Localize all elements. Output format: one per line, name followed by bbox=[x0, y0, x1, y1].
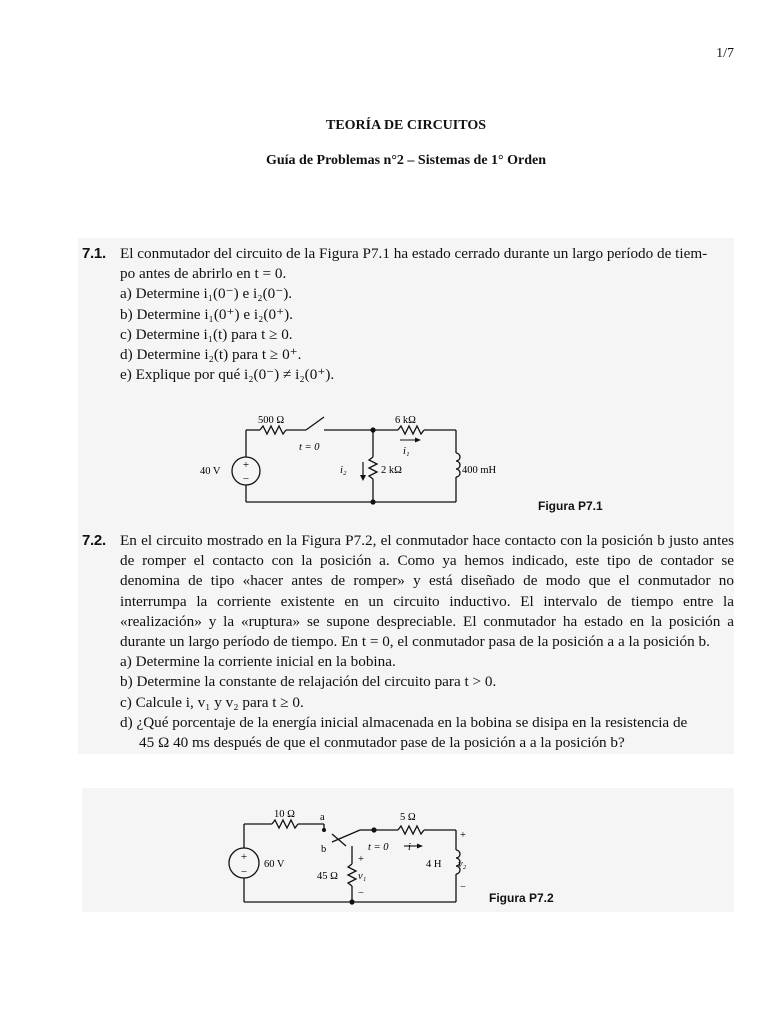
list-item-continuation: 45 Ω 40 ms después de que el conmutador pase de la posición a a la posición b? bbox=[139, 734, 625, 752]
problem-number: 7.2. bbox=[82, 532, 106, 549]
inductor-label: 400 mH bbox=[462, 465, 497, 476]
inductor-label: 4 H bbox=[426, 859, 442, 870]
statement-line: po antes de abrirlo en t = 0. bbox=[120, 265, 287, 283]
switch-label: t = 0 bbox=[368, 842, 389, 853]
list-item: d) Determine i₂(t) para t ≥ 0⁺. bbox=[120, 346, 302, 364]
v1-plus: + bbox=[358, 854, 364, 865]
r3-label: 2 kΩ bbox=[381, 465, 402, 476]
source-plus: + bbox=[242, 459, 250, 471]
v2-label: v₂ bbox=[458, 859, 467, 870]
list-item: a) Determine i₁(0⁻) e i₂(0⁻). bbox=[120, 285, 293, 303]
source-minus: − bbox=[242, 473, 250, 485]
i1-label: i₁ bbox=[403, 446, 410, 457]
pos-b-label: b bbox=[321, 844, 327, 855]
r3-label: 45 Ω bbox=[317, 871, 338, 882]
item-list bbox=[120, 284, 734, 385]
circuit-diagram-p7-1 bbox=[190, 405, 520, 510]
document-subtitle: Guía de Problemas n°2 – Sistemas de 1° Orden bbox=[265, 153, 547, 168]
v1-label: v₁ bbox=[358, 871, 367, 882]
i-label: i bbox=[408, 842, 411, 853]
problem-7-2 bbox=[82, 531, 734, 753]
r2-label: 6 kΩ bbox=[395, 415, 416, 426]
v1-minus: − bbox=[358, 888, 364, 899]
list-item: c) Calcule i, v₁ y v₂ para t ≥ 0. bbox=[120, 693, 304, 711]
v2-plus: + bbox=[460, 830, 466, 841]
source-minus: − bbox=[240, 866, 248, 878]
problem-number: 7.1. bbox=[82, 245, 106, 262]
problem-7-1 bbox=[82, 244, 734, 385]
list-item: a) Determine la corriente inicial en la bobina. bbox=[120, 653, 396, 671]
figure-label: Figura P7.1 bbox=[538, 499, 603, 513]
list-item: b) Determine la constante de relajación del circuito para t > 0. bbox=[120, 673, 497, 691]
pos-a-label: a bbox=[320, 812, 325, 823]
source-label: 60 V bbox=[264, 859, 285, 870]
v2-minus: − bbox=[460, 882, 466, 893]
source-plus: + bbox=[240, 851, 248, 863]
page-number: 1/7 bbox=[716, 46, 734, 61]
circuit-diagram-p7-2 bbox=[220, 800, 500, 912]
list-item: b) Determine i₁(0⁺) e i₂(0⁺). bbox=[120, 305, 293, 323]
switch-label: t = 0 bbox=[299, 442, 320, 453]
statement-line: El conmutador del circuito de la Figura P7.1 ha estado cerrado durante un largo período de tiem- bbox=[120, 245, 708, 262]
list-item: e) Explique por qué i₂(0⁻) ≠ i₂(0⁺). bbox=[120, 366, 335, 384]
document-title: TEORÍA DE CIRCUITOS bbox=[325, 118, 486, 133]
list-item: c) Determine i₁(t) para t ≥ 0. bbox=[120, 325, 293, 343]
r1-label: 10 Ω bbox=[274, 809, 295, 820]
problem-statement: En el circuito mostrado en la Figura P7.2, el conmutador hace contacto con la posición b justo antes de romper el contacto con la posición a. Como ya hemos indicado, este tipo de contador se denomina de tipo «hacer antes de romper» y está diseñado de modo que el conmutador no interrumpa la corriente existente en un circuito inductivo. El intervalo de tiempo entre la «realización» y la «ruptura» se supone despreciable. El conmutador ha estado en la posición a durante un largo período de tiempo. En t = 0, el conmutador pasa de la posición a a la posición b. bbox=[120, 532, 734, 651]
source-label: 40 V bbox=[200, 466, 221, 477]
list-item: d) ¿Qué porcentaje de la energía inicial almacenada en la bobina se disipa en la resistencia de bbox=[120, 713, 688, 731]
i2-label: i₂ bbox=[340, 465, 347, 476]
figure-label: Figura P7.2 bbox=[489, 891, 554, 905]
r1-label: 500 Ω bbox=[258, 415, 285, 426]
r2-label: 5 Ω bbox=[400, 812, 416, 823]
item-list bbox=[120, 652, 734, 753]
